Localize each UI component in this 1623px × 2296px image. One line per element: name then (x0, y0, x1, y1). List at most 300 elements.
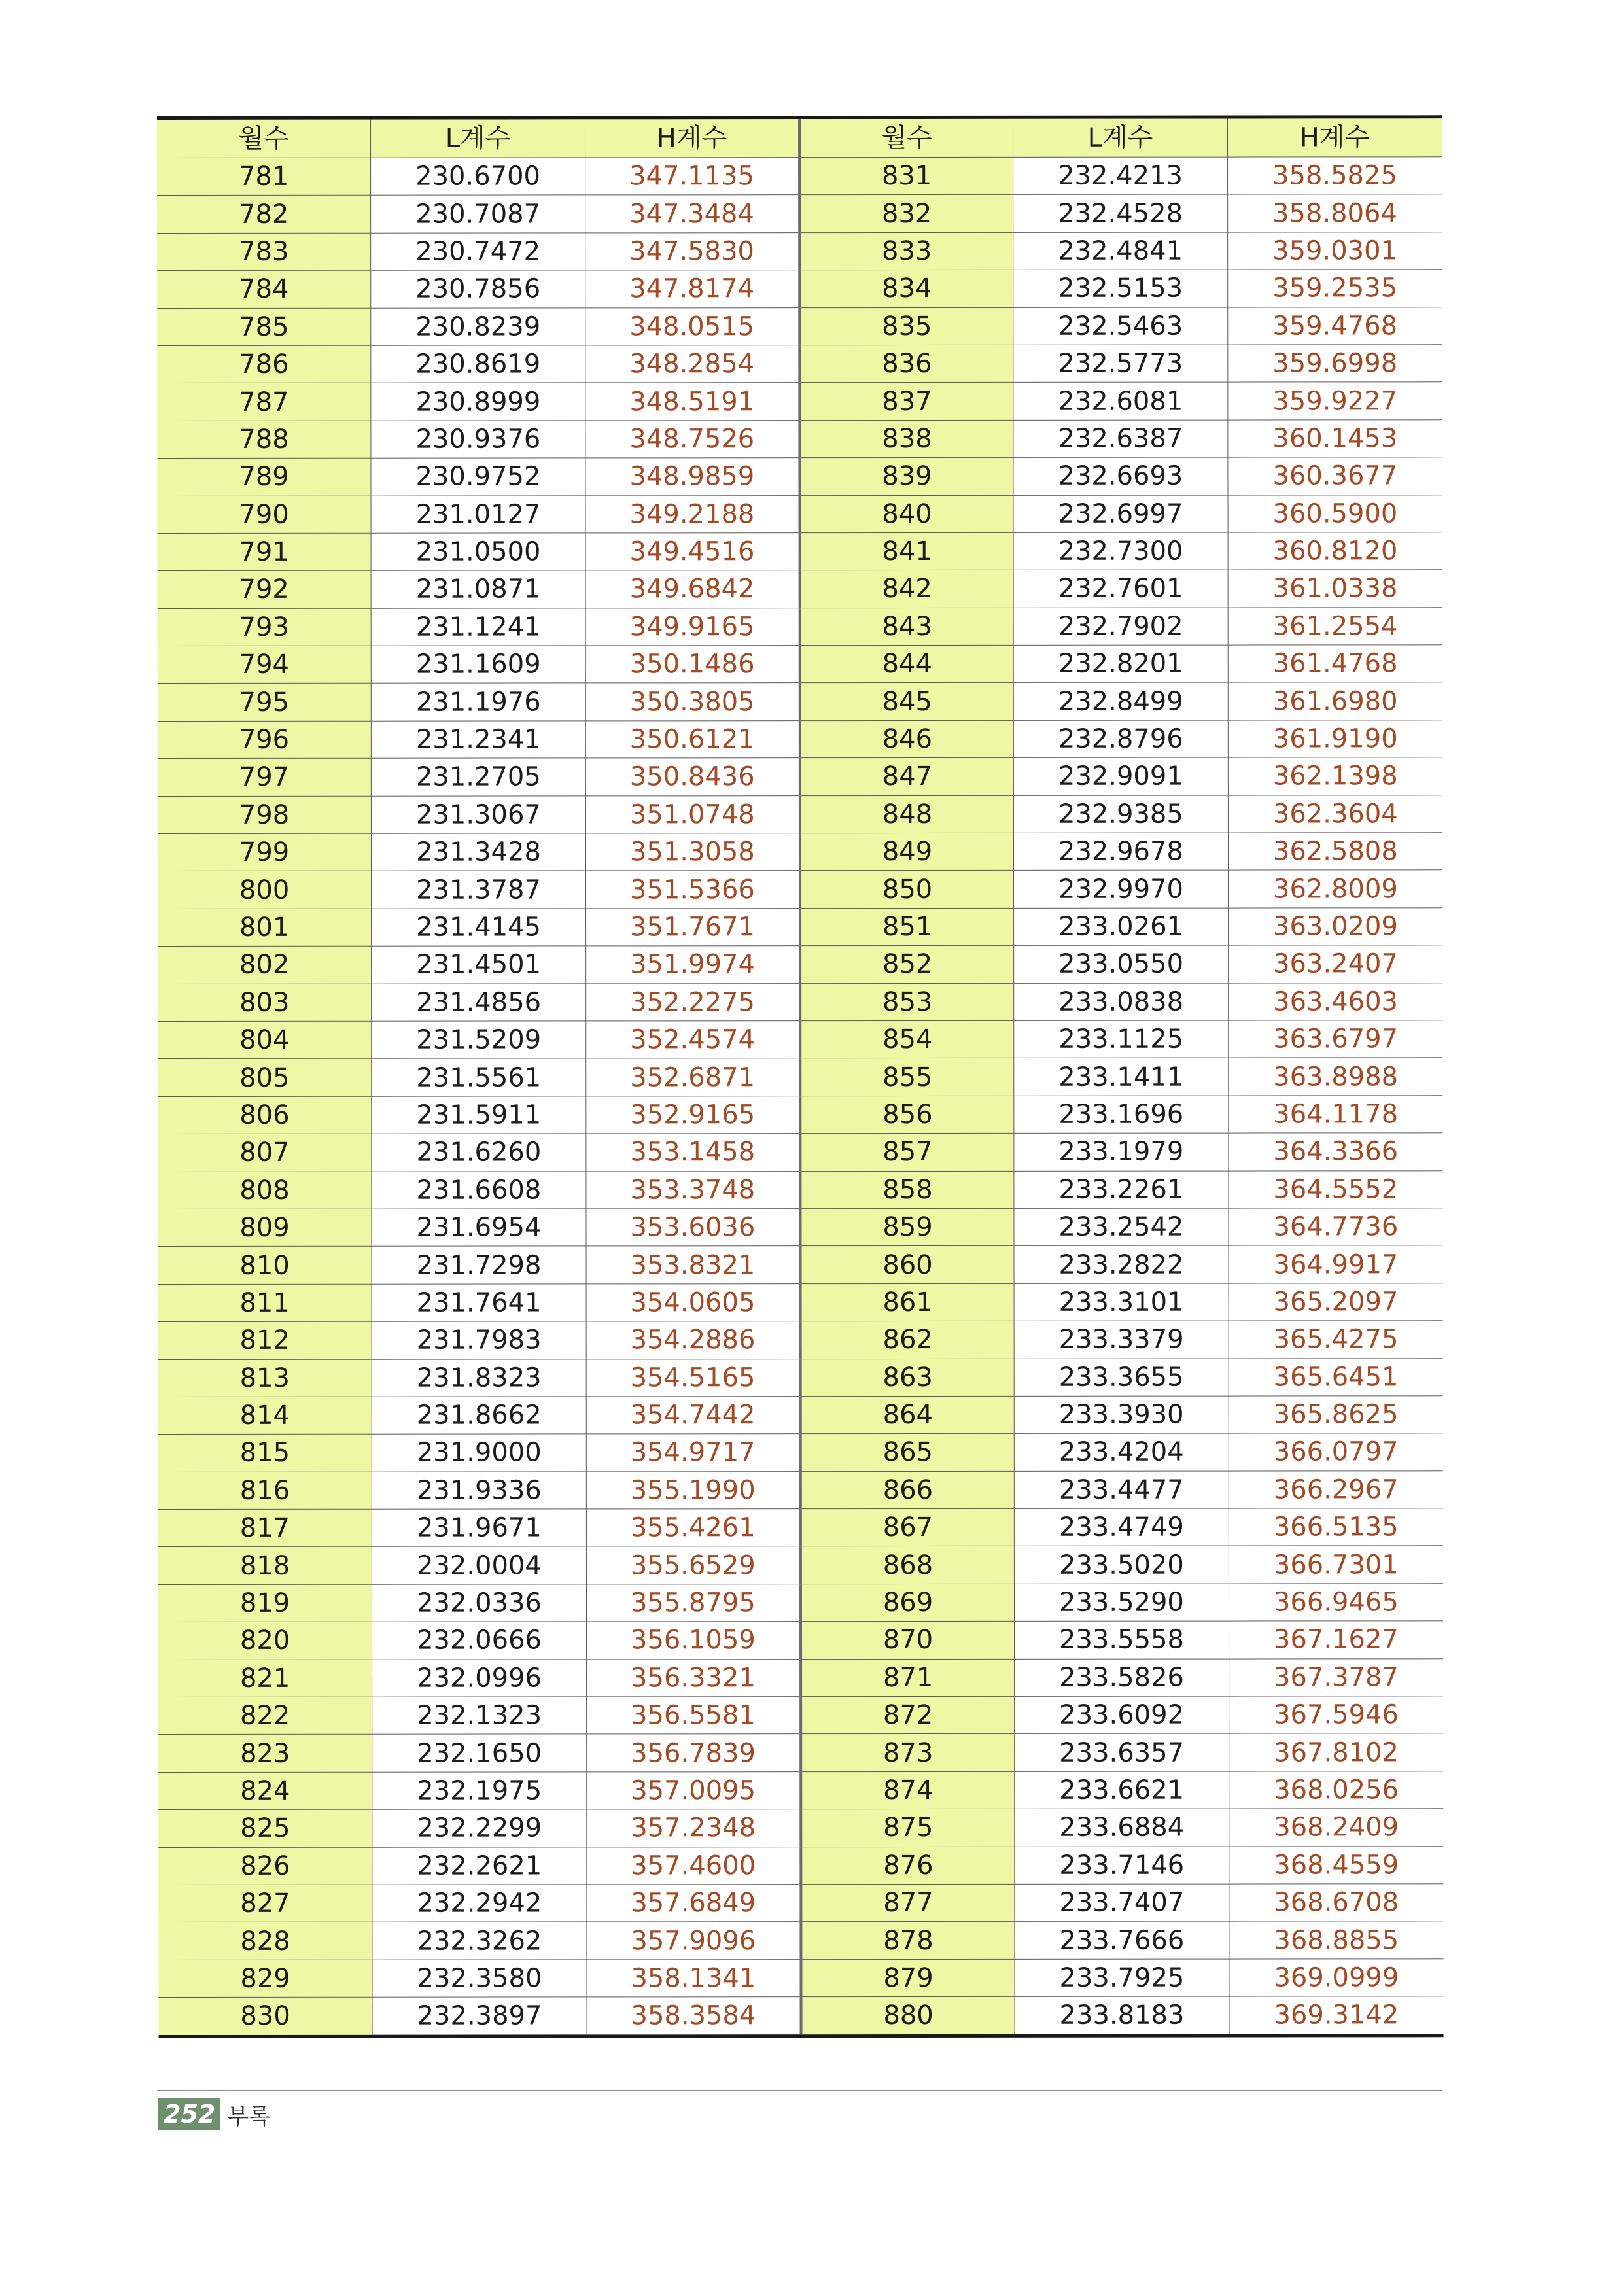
l-coef-cell: 233.4749 (1014, 1508, 1229, 1546)
h-coef-cell: 366.0797 (1229, 1433, 1443, 1471)
table-row (158, 1020, 1442, 1059)
month-cell: 847 (800, 758, 1014, 796)
h-coef-cell: 359.2535 (1227, 270, 1442, 307)
h-coef-cell: 364.9917 (1229, 1245, 1443, 1283)
table-row (158, 1921, 1443, 1960)
h-coef-cell: 368.6708 (1229, 1884, 1444, 1922)
l-coef-cell: 232.0336 (372, 1584, 587, 1622)
h-coef-cell: 357.6849 (587, 1885, 801, 1922)
month-cell: 838 (799, 420, 1013, 458)
l-coef-cell: 233.5020 (1015, 1546, 1229, 1584)
month-cell: 784 (157, 270, 371, 308)
l-coef-cell: 233.6357 (1015, 1733, 1229, 1771)
month-cell: 874 (801, 1771, 1015, 1809)
header-month-left: 월수 (157, 120, 371, 158)
l-coef-cell: 231.4145 (372, 909, 586, 947)
l-coef-cell: 233.1125 (1014, 1020, 1229, 1058)
l-coef-cell: 233.3101 (1014, 1283, 1229, 1321)
h-coef-cell: 353.3748 (586, 1171, 801, 1209)
month-cell: 799 (158, 833, 372, 871)
h-coef-cell: 360.8120 (1228, 532, 1442, 570)
month-cell: 809 (158, 1209, 372, 1247)
l-coef-cell: 233.7666 (1015, 1921, 1229, 1959)
table-row (158, 1959, 1443, 1998)
month-cell: 865 (801, 1434, 1015, 1472)
month-cell: 868 (801, 1546, 1015, 1584)
header-month-right: 월수 (799, 119, 1013, 158)
table-row (158, 570, 1442, 608)
h-coef-cell: 348.0515 (585, 307, 800, 345)
h-coef-cell: 358.8064 (1227, 194, 1442, 232)
table-row (158, 607, 1442, 646)
table-row (158, 1208, 1442, 1247)
month-cell: 833 (799, 232, 1013, 270)
l-coef-cell: 233.3379 (1014, 1321, 1229, 1359)
month-cell: 787 (157, 383, 371, 421)
month-cell: 830 (159, 1997, 373, 2034)
month-cell: 807 (158, 1134, 372, 1172)
l-coef-cell: 231.0871 (371, 570, 585, 608)
table-row (158, 1546, 1443, 1584)
table-row (158, 1508, 1443, 1547)
month-cell: 843 (800, 608, 1014, 646)
h-coef-cell: 363.0209 (1228, 908, 1442, 946)
h-coef-cell: 350.6121 (585, 721, 800, 759)
l-coef-cell: 232.4528 (1013, 194, 1228, 232)
table-row (158, 945, 1442, 984)
month-cell: 840 (799, 495, 1013, 533)
l-coef-cell: 232.7300 (1013, 532, 1228, 570)
month-cell: 819 (158, 1584, 372, 1622)
h-coef-cell: 351.9974 (585, 946, 800, 984)
month-cell: 785 (157, 308, 371, 346)
h-coef-cell: 354.7442 (586, 1397, 801, 1435)
l-coef-cell: 232.5463 (1013, 307, 1228, 345)
h-coef-cell: 349.2188 (585, 495, 800, 533)
month-cell: 783 (157, 233, 371, 271)
h-coef-cell: 353.6036 (586, 1209, 801, 1247)
l-coef-cell: 233.0838 (1014, 983, 1229, 1021)
month-cell: 797 (158, 758, 372, 796)
l-coef-cell: 232.1650 (372, 1734, 587, 1772)
month-cell: 823 (158, 1735, 372, 1773)
h-coef-cell: 352.6871 (586, 1058, 801, 1096)
l-coef-cell: 233.8183 (1015, 1996, 1229, 2034)
table-row (158, 720, 1442, 759)
l-coef-cell: 231.4856 (372, 984, 586, 1022)
month-cell: 867 (801, 1508, 1015, 1546)
l-coef-cell: 231.1609 (371, 646, 585, 684)
l-coef-cell: 232.2942 (372, 1885, 587, 1922)
l-coef-cell: 231.1976 (371, 683, 585, 721)
h-coef-cell: 358.1341 (587, 1959, 801, 1997)
month-cell: 871 (801, 1659, 1015, 1697)
header-l-coef-right: L계수 (1013, 119, 1228, 158)
month-cell: 820 (158, 1622, 372, 1660)
l-coef-cell: 230.8999 (371, 383, 585, 421)
month-cell: 829 (158, 1960, 372, 1998)
h-coef-cell: 369.3142 (1229, 1996, 1444, 2034)
h-coef-cell: 357.0095 (587, 1771, 801, 1809)
month-cell: 841 (800, 532, 1014, 570)
month-cell: 800 (158, 871, 372, 909)
h-coef-cell: 354.0605 (586, 1283, 801, 1321)
month-cell: 793 (158, 608, 372, 646)
h-coef-cell: 365.6451 (1229, 1358, 1443, 1396)
l-coef-cell: 230.8239 (371, 307, 585, 345)
table-row (157, 345, 1442, 383)
l-coef-cell: 232.0996 (372, 1660, 587, 1697)
h-coef-cell: 365.4275 (1229, 1321, 1443, 1359)
month-cell: 788 (157, 421, 371, 459)
l-coef-cell: 233.5826 (1015, 1659, 1229, 1697)
month-cell: 873 (801, 1734, 1015, 1772)
month-cell: 836 (799, 345, 1013, 383)
page-footer (158, 2098, 270, 2130)
month-cell: 796 (158, 721, 372, 759)
table-row (158, 833, 1442, 871)
table-row (157, 457, 1442, 496)
h-coef-cell: 368.8855 (1229, 1921, 1444, 1959)
l-coef-cell: 231.7298 (372, 1246, 586, 1284)
h-coef-cell: 368.4559 (1229, 1846, 1444, 1884)
h-coef-cell: 361.9190 (1228, 720, 1442, 758)
l-coef-cell: 232.7902 (1013, 608, 1228, 646)
table-row (159, 1996, 1444, 2035)
h-coef-cell: 359.6998 (1228, 345, 1442, 383)
month-cell: 790 (158, 496, 372, 534)
l-coef-cell: 231.1241 (371, 608, 585, 646)
l-coef-cell: 231.5911 (372, 1096, 586, 1134)
l-coef-cell: 233.2822 (1014, 1245, 1229, 1283)
h-coef-cell: 353.1458 (586, 1134, 801, 1172)
l-coef-cell: 233.1979 (1014, 1133, 1229, 1171)
month-cell: 818 (158, 1547, 372, 1585)
month-cell: 828 (158, 1922, 372, 1960)
table-row (158, 1096, 1442, 1134)
h-coef-cell: 362.1398 (1228, 757, 1442, 795)
table-row (157, 232, 1442, 271)
month-cell: 866 (801, 1471, 1015, 1509)
l-coef-cell: 233.6092 (1015, 1696, 1229, 1734)
month-cell: 834 (799, 270, 1013, 308)
month-cell: 822 (158, 1697, 372, 1735)
h-coef-cell: 357.9096 (587, 1922, 801, 1960)
h-coef-cell: 360.1453 (1228, 420, 1442, 458)
h-coef-cell: 350.3805 (585, 683, 800, 721)
table-row (158, 1771, 1443, 1810)
h-coef-cell: 347.1135 (585, 158, 799, 196)
month-cell: 869 (801, 1584, 1015, 1622)
l-coef-cell: 232.3262 (372, 1922, 587, 1960)
table-row (157, 157, 1442, 196)
month-cell: 805 (158, 1059, 372, 1097)
month-cell: 839 (799, 457, 1013, 495)
h-coef-cell: 351.5366 (585, 871, 800, 909)
month-cell: 806 (158, 1096, 372, 1134)
l-coef-cell: 231.8662 (372, 1397, 586, 1435)
l-coef-cell: 231.9336 (372, 1472, 586, 1510)
table-row (158, 1584, 1443, 1622)
h-coef-cell: 351.3058 (585, 833, 800, 871)
l-coef-cell: 232.4841 (1013, 232, 1228, 270)
l-coef-cell: 231.0500 (371, 533, 585, 571)
h-coef-cell: 366.9465 (1229, 1584, 1443, 1622)
h-coef-cell: 356.1059 (586, 1622, 801, 1660)
month-cell: 862 (801, 1321, 1015, 1359)
month-cell: 832 (799, 195, 1013, 233)
table-row (158, 795, 1442, 833)
month-cell: 781 (157, 158, 371, 196)
h-coef-cell: 357.4600 (587, 1847, 801, 1885)
month-cell: 814 (158, 1397, 372, 1435)
month-cell: 857 (800, 1134, 1014, 1172)
h-coef-cell: 356.7839 (586, 1734, 801, 1772)
h-coef-cell: 347.3484 (585, 195, 799, 233)
month-cell: 827 (158, 1885, 372, 1922)
table-row (158, 1809, 1443, 1847)
l-coef-cell: 233.5558 (1015, 1621, 1229, 1659)
h-coef-cell: 364.7736 (1229, 1208, 1443, 1246)
l-coef-cell: 231.3067 (372, 796, 586, 834)
l-coef-cell: 232.0666 (372, 1622, 587, 1660)
l-coef-cell: 233.7925 (1015, 1959, 1229, 1997)
h-coef-cell: 363.6797 (1228, 1020, 1442, 1058)
h-coef-cell: 367.1627 (1229, 1621, 1443, 1659)
l-coef-cell: 232.6997 (1013, 495, 1228, 533)
h-coef-cell: 358.5825 (1227, 157, 1442, 195)
month-cell: 870 (801, 1622, 1015, 1660)
h-coef-cell: 348.7526 (585, 420, 800, 458)
l-coef-cell: 230.6700 (371, 158, 585, 196)
h-coef-cell: 364.1178 (1229, 1096, 1443, 1134)
h-coef-cell: 349.6842 (585, 570, 800, 608)
table-row (158, 1358, 1443, 1397)
table-row (158, 983, 1442, 1021)
h-coef-cell: 348.9859 (585, 458, 800, 496)
month-cell: 795 (158, 684, 372, 722)
h-coef-cell: 355.1990 (586, 1471, 801, 1509)
h-coef-cell: 349.9165 (585, 608, 800, 646)
h-coef-cell: 360.5900 (1228, 495, 1442, 532)
l-coef-cell: 230.7472 (371, 233, 585, 271)
table-row (158, 757, 1442, 796)
h-coef-cell: 352.9165 (586, 1096, 801, 1134)
month-cell: 878 (801, 1922, 1015, 1960)
table-row (158, 495, 1442, 533)
table-row (158, 532, 1442, 571)
h-coef-cell: 364.3366 (1229, 1133, 1443, 1171)
month-cell: 858 (800, 1171, 1014, 1209)
table-row (158, 645, 1442, 684)
l-coef-cell: 233.4204 (1014, 1433, 1229, 1471)
h-coef-cell: 366.7301 (1229, 1546, 1443, 1584)
h-coef-cell: 360.3677 (1228, 457, 1442, 495)
month-cell: 879 (801, 1959, 1015, 1997)
month-cell: 808 (158, 1172, 372, 1209)
l-coef-cell: 233.0550 (1014, 945, 1229, 983)
l-coef-cell: 232.8499 (1013, 683, 1228, 721)
l-coef-cell: 231.6260 (372, 1134, 586, 1172)
l-coef-cell: 233.2542 (1014, 1208, 1229, 1246)
l-coef-cell: 230.8619 (371, 345, 585, 383)
l-coef-cell: 231.2705 (372, 758, 586, 796)
h-coef-cell: 354.9717 (586, 1434, 801, 1472)
h-coef-cell: 356.5581 (586, 1697, 801, 1735)
l-coef-cell: 232.8201 (1013, 645, 1228, 683)
h-coef-cell: 349.4516 (585, 533, 800, 571)
h-coef-cell: 363.2407 (1228, 945, 1442, 983)
h-coef-cell: 368.2409 (1229, 1809, 1444, 1847)
month-cell: 803 (158, 984, 372, 1022)
table-row (157, 420, 1442, 459)
h-coef-cell: 362.8009 (1228, 870, 1442, 908)
month-cell: 863 (801, 1359, 1015, 1397)
l-coef-cell: 232.9385 (1014, 795, 1229, 833)
table-row (158, 1133, 1442, 1172)
h-coef-cell: 361.4768 (1228, 645, 1442, 683)
l-coef-cell: 232.2621 (372, 1847, 587, 1885)
l-coef-cell: 230.9376 (371, 421, 585, 459)
h-coef-cell: 356.3321 (586, 1659, 801, 1697)
month-cell: 812 (158, 1321, 372, 1359)
l-coef-cell: 231.3787 (372, 871, 586, 909)
month-cell: 786 (157, 345, 371, 383)
table-row (157, 270, 1442, 308)
h-coef-cell: 347.8174 (585, 270, 800, 308)
h-coef-cell: 348.2854 (585, 345, 800, 383)
table-row (158, 1658, 1443, 1697)
l-coef-cell: 231.2341 (371, 721, 585, 759)
h-coef-cell: 355.6529 (586, 1546, 801, 1584)
l-coef-cell: 231.7983 (372, 1321, 586, 1359)
month-cell: 864 (801, 1396, 1015, 1434)
h-coef-cell: 358.3584 (587, 1997, 801, 2034)
h-coef-cell: 361.6980 (1228, 682, 1442, 720)
l-coef-cell: 232.1323 (372, 1697, 587, 1735)
l-coef-cell: 233.7146 (1015, 1847, 1229, 1885)
h-coef-cell: 362.3604 (1228, 795, 1442, 833)
month-cell: 850 (800, 871, 1014, 909)
table-row (158, 908, 1442, 947)
page-number-badge: 252 (158, 2098, 220, 2130)
h-coef-cell: 366.5135 (1229, 1508, 1443, 1546)
month-cell: 859 (800, 1208, 1014, 1246)
month-cell: 811 (158, 1284, 372, 1322)
h-coef-cell: 365.2097 (1229, 1283, 1443, 1321)
month-cell: 826 (158, 1847, 372, 1885)
h-coef-cell: 364.5552 (1229, 1170, 1443, 1208)
l-coef-cell: 232.3897 (372, 1997, 587, 2034)
month-cell: 860 (800, 1246, 1014, 1284)
month-cell: 792 (158, 571, 372, 609)
month-cell: 810 (158, 1247, 372, 1285)
h-coef-cell: 361.2554 (1228, 607, 1442, 645)
l-coef-cell: 233.1696 (1014, 1096, 1229, 1134)
l-coef-cell: 231.5561 (372, 1058, 586, 1096)
h-coef-cell: 351.7671 (585, 908, 800, 946)
h-coef-cell: 362.5808 (1228, 833, 1442, 871)
month-cell: 835 (799, 307, 1013, 345)
month-cell: 844 (800, 645, 1014, 683)
h-coef-cell: 353.8321 (586, 1246, 801, 1284)
table-row (158, 1245, 1443, 1284)
bottom-rule (157, 2090, 1442, 2091)
month-cell: 845 (800, 683, 1014, 721)
l-coef-cell: 232.8796 (1013, 720, 1228, 758)
h-coef-cell: 359.9227 (1228, 382, 1442, 420)
l-coef-cell: 232.2299 (372, 1809, 587, 1847)
h-coef-cell: 367.3787 (1229, 1658, 1443, 1696)
l-coef-cell: 231.7641 (372, 1284, 586, 1322)
l-coef-cell: 232.9970 (1014, 870, 1229, 908)
l-coef-cell: 232.5153 (1013, 270, 1228, 307)
l-coef-cell: 231.4501 (372, 946, 586, 984)
h-coef-cell: 368.0256 (1229, 1771, 1443, 1809)
h-coef-cell: 355.8795 (586, 1584, 801, 1622)
table-row (158, 1846, 1443, 1885)
month-cell: 798 (158, 796, 372, 834)
month-cell: 813 (158, 1359, 372, 1397)
l-coef-cell: 233.3930 (1014, 1396, 1229, 1434)
header-h-coef-right: H계수 (1227, 118, 1442, 157)
h-coef-cell: 359.4768 (1228, 307, 1442, 345)
l-coef-cell: 231.5209 (372, 1021, 586, 1059)
l-coef-cell: 233.4477 (1014, 1471, 1229, 1509)
month-cell: 849 (800, 833, 1014, 871)
table-row (158, 1283, 1443, 1322)
table-row (157, 382, 1442, 421)
l-coef-cell: 231.8323 (372, 1359, 586, 1397)
table-row (158, 1884, 1443, 1922)
table-row (157, 194, 1442, 233)
month-cell: 782 (157, 196, 371, 234)
table-row (158, 1170, 1442, 1209)
l-coef-cell: 233.2261 (1014, 1171, 1229, 1209)
l-coef-cell: 232.4213 (1013, 157, 1228, 195)
month-cell: 821 (158, 1660, 372, 1697)
l-coef-cell: 231.6954 (372, 1209, 586, 1247)
month-cell: 801 (158, 909, 372, 947)
h-coef-cell: 361.0338 (1228, 570, 1442, 608)
table-body (157, 157, 1444, 2035)
l-coef-cell: 232.6081 (1013, 382, 1228, 420)
h-coef-cell: 348.5191 (585, 383, 800, 421)
l-coef-cell: 232.7601 (1013, 570, 1228, 608)
month-cell: 846 (800, 720, 1014, 758)
l-coef-cell: 233.1411 (1014, 1058, 1229, 1096)
month-cell: 794 (158, 646, 372, 684)
l-coef-cell: 231.9000 (372, 1434, 586, 1472)
table-row (158, 1696, 1443, 1735)
l-coef-cell: 231.9671 (372, 1509, 587, 1547)
month-cell: 848 (800, 795, 1014, 833)
coefficient-table-wrapper (157, 115, 1444, 2038)
table-row (158, 1058, 1442, 1096)
month-cell: 853 (800, 983, 1014, 1021)
table-row (158, 682, 1442, 721)
h-coef-cell: 352.4574 (586, 1021, 801, 1059)
h-coef-cell: 363.4603 (1228, 983, 1442, 1020)
l-coef-cell: 232.6387 (1013, 420, 1228, 458)
section-label: 부록 (227, 2103, 271, 2130)
l-coef-cell: 231.0127 (371, 495, 585, 533)
month-cell: 816 (158, 1472, 372, 1510)
month-cell: 854 (800, 1020, 1014, 1058)
l-coef-cell: 232.3580 (372, 1960, 587, 1998)
month-cell: 815 (158, 1434, 372, 1472)
l-coef-cell: 232.5773 (1013, 345, 1228, 383)
